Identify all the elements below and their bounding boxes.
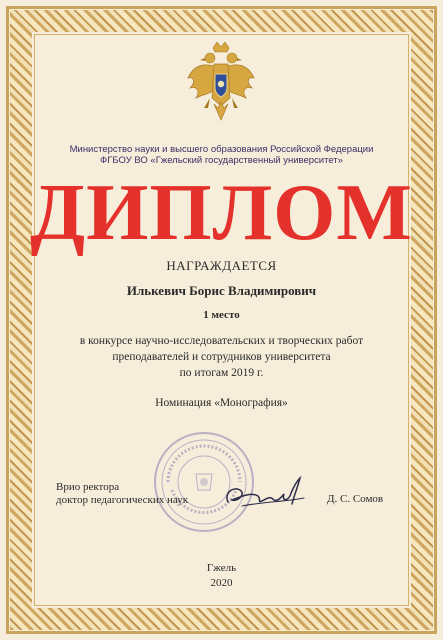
signatory-degree: доктор педагогических наук — [56, 494, 189, 506]
contest-line: в конкурсе научно-исследовательских и творческих работ — [79, 335, 364, 347]
handwritten-signature — [222, 472, 312, 512]
city-label: Гжель — [206, 562, 237, 574]
place-label: 1 место — [203, 309, 240, 321]
double-headed-eagle-icon — [186, 42, 256, 130]
university-line: ФГБОУ ВО «Гжельский государственный университет» — [100, 155, 343, 166]
diploma-title: ДИПЛОМ — [30, 169, 413, 257]
recipient-name: Илькевич Борис Владимирович — [126, 283, 317, 298]
ministry-line: Министерство науки и высшего образования Российской Федерации — [69, 144, 374, 155]
awarded-label: НАГРАЖДАЕТСЯ — [166, 258, 277, 273]
ministry-header — [40, 144, 403, 166]
signatory-position — [56, 481, 188, 507]
signatory-title: Врио ректора — [56, 481, 120, 493]
signatory-name: Д. С. Сомов — [327, 493, 384, 505]
contest-line: по итогам 2019 г. — [179, 367, 264, 379]
year-label: 2020 — [210, 577, 233, 589]
contest-line: преподавателей и сотрудников университета — [112, 351, 331, 363]
place-and-date — [40, 561, 403, 591]
contest-description — [40, 333, 403, 381]
nomination-label: Номинация «Монография» — [155, 397, 288, 409]
